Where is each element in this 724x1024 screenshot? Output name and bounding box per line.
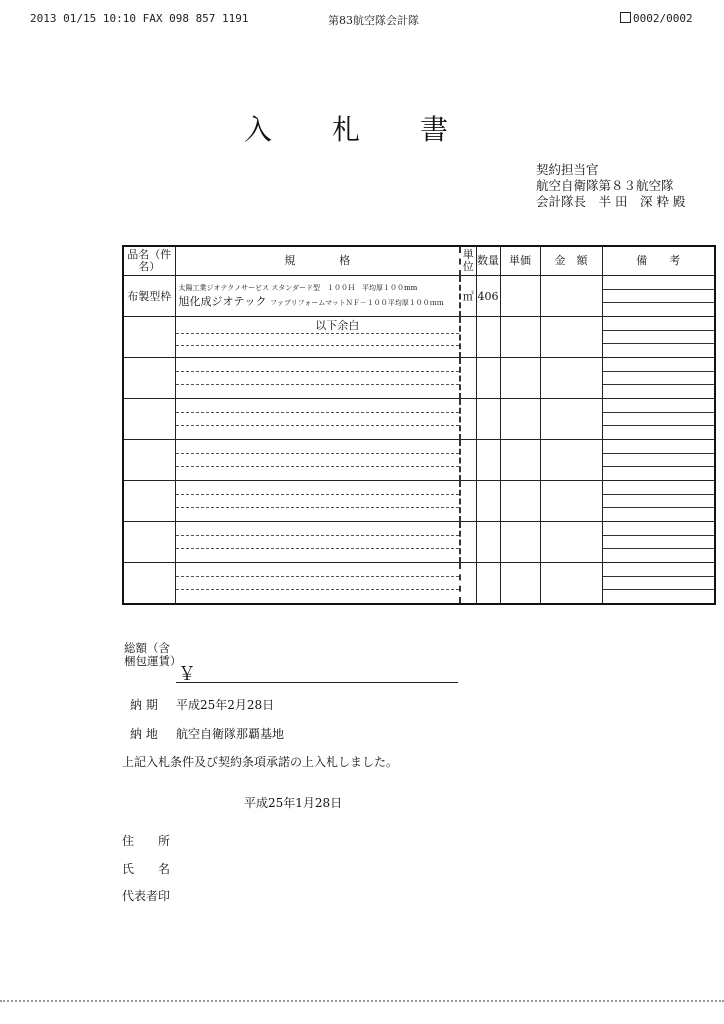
row1-spec bbox=[175, 276, 460, 317]
fax-header-left: 2013 01/15 10:10 FAX 098 857 1191 bbox=[30, 12, 249, 25]
delivery-date: 平成25年2月28日 bbox=[176, 698, 275, 712]
scan-edge bbox=[0, 1000, 724, 1002]
total-field bbox=[176, 660, 458, 683]
addressee-line2: 航空自衛隊第８３航空隊 bbox=[536, 178, 674, 193]
table-row bbox=[123, 522, 715, 563]
row1-unit-price bbox=[500, 276, 540, 317]
total-label: 総額（含梱包運賃） bbox=[124, 641, 182, 668]
row1-unit: ㎡ bbox=[460, 276, 476, 317]
table-row bbox=[123, 317, 715, 358]
addressee-line1: 契約担当官 bbox=[536, 162, 599, 177]
table-row bbox=[123, 481, 715, 522]
header-remarks: 備 考 bbox=[602, 246, 715, 276]
delivery-date-label: 納 期 bbox=[130, 698, 158, 712]
name-label: 氏 名 bbox=[122, 862, 171, 876]
delivery-place-label: 納 地 bbox=[130, 727, 158, 741]
row2-spec bbox=[175, 317, 460, 358]
address-label: 住 所 bbox=[122, 834, 171, 848]
table-row bbox=[123, 440, 715, 481]
bid-table bbox=[122, 245, 716, 605]
row1-qty: 406 bbox=[476, 276, 500, 317]
table-row bbox=[123, 563, 715, 605]
row1-spec-line1: 太陽工業ジオテクノサービス スタンダード型 １００Ｈ 平均厚１００mm bbox=[178, 283, 418, 292]
table-row bbox=[123, 358, 715, 399]
fax-header-right bbox=[620, 12, 693, 25]
fax-header-center: 第83航空隊会計隊 bbox=[328, 14, 419, 27]
header-amount: 金 額 bbox=[540, 246, 602, 276]
table-note: 以下余白 bbox=[176, 317, 460, 334]
row1-spec-line2-sub: ファブリフォームマットＮＦ－１００平均厚１００ｍｍ bbox=[270, 298, 444, 307]
page-title: 入札書 bbox=[244, 113, 509, 146]
fax-page-count: 0002/0002 bbox=[633, 12, 693, 25]
total-value: ￥ bbox=[178, 664, 196, 685]
header-unit: 単位 bbox=[460, 246, 476, 276]
header-item: 品名（件名） bbox=[123, 246, 175, 276]
table-row bbox=[123, 276, 715, 317]
representative-seal-label: 代表者印 bbox=[122, 889, 171, 903]
header-unit-price: 単価 bbox=[500, 246, 540, 276]
fax-page-icon bbox=[620, 12, 631, 23]
statement: 上記入札条件及び契約条項承諾の上入札しました。 bbox=[122, 755, 399, 769]
addressee-line3: 会計隊長 半 田 深 粋 殿 bbox=[536, 194, 686, 209]
delivery-place: 航空自衛隊那覇基地 bbox=[176, 727, 285, 741]
header-qty: 数量 bbox=[476, 246, 500, 276]
row1-spec-line2-main: 旭化成ジオテック bbox=[178, 294, 267, 308]
header-spec: 規 格 bbox=[175, 246, 460, 276]
bid-date: 平成25年1月28日 bbox=[244, 796, 343, 810]
row1-remarks bbox=[602, 276, 715, 317]
table-row bbox=[123, 399, 715, 440]
row1-item: 布製型枠 bbox=[123, 276, 175, 317]
row1-amount bbox=[540, 276, 602, 317]
